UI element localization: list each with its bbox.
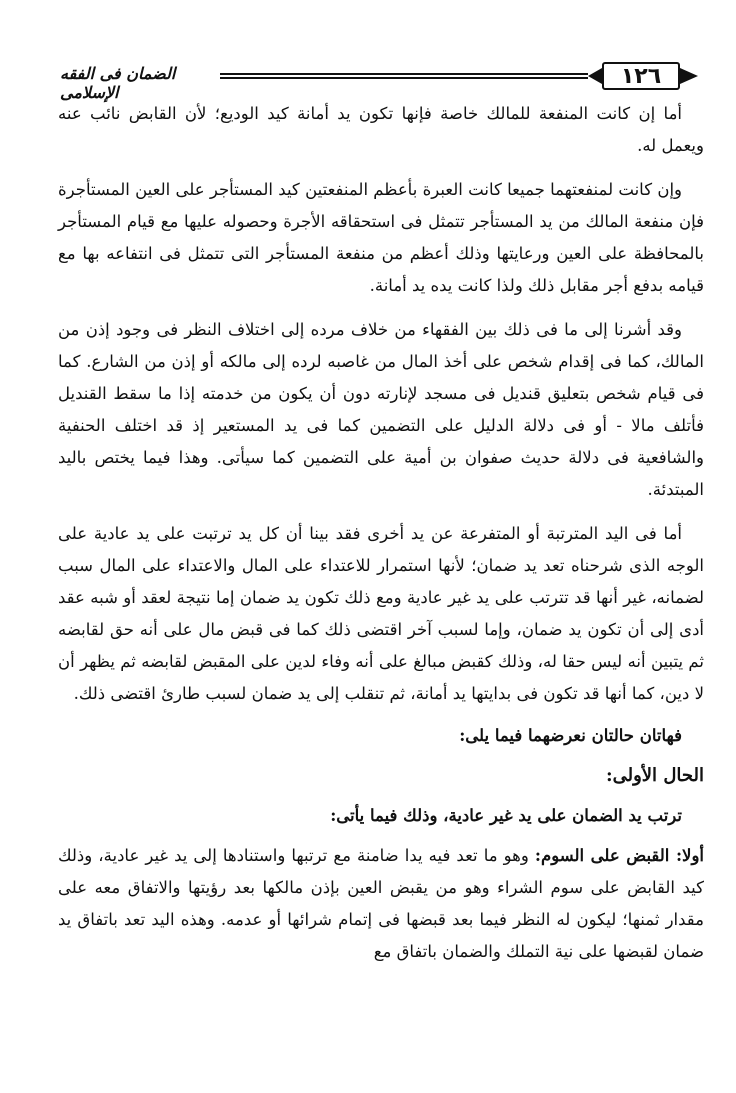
page-number: ١٢٦ [602, 62, 680, 90]
paragraph: وقد أشرنا إلى ما فى ذلك بين الفقهاء من خلاف مرده إلى اختلاف النظر فى وجود إذن من المالك، كما فى إقدام شخص على أخذ المال من غاصبه لرده إلى مالكه أو إذن من الشارع. كما فى قيام شخص بتعليق قنديل فى مسجد لإنارته دون أن يكون من خدمته إذا ما سقط القنديل فأتلف مالا - أو فى دلالة الدليل على التضمين كما فى يد المستعير إذ قد اختلف الحنفية والشافعية فى دلالة حديث صفوان بن أمية على التضمين كما سيأتى. وهذا فيما يختص باليد المبتدئة. [58, 320, 704, 499]
page-number-left-arrow-icon [588, 68, 602, 84]
page-body [58, 98, 704, 980]
item-text: وهو ما تعد فيه يدا ضامنة مع ترتبها واستنادها إلى يد غير عادية، وذلك كيد القابض على سوم الشراء وهو من يقبض العين بإذن مالكها بعد رؤيتها والاتفاق معه على مقدار ثمنها؛ ليكون له النظر فيما بعد قبضها فى إتمام شرائها أو عدمه. وهذه اليد تعد باتفاق يد ضمان لقبضها على نية التملك والضمان باتفاق مع [58, 846, 704, 961]
section-intro: ترتب يد الضمان على يد غير عادية، وذلك فيما يأتى: [330, 806, 682, 825]
page-header [60, 62, 700, 102]
paragraph: وإن كانت لمنفعتهما جميعا كانت العبرة بأعظم المنفعتين كيد المستأجر على العين المستأجرة فإن منفعة المالك من يد المستأجر تتمثل فى استحقاقه الأجرة وحصوله عليها مع قيام المستأجر بالمحافظة على العين ورعايتها وذلك أعظم من منفعة المستأجر التى تتمثل فى انتفاعه بها مع قيامه بدفع أجر مقابل ذلك ولذا كانت يده يد أمانة. [58, 180, 704, 295]
page-number-right-arrow-icon [680, 68, 698, 84]
section-heading: الحال الأولى: [605, 765, 704, 786]
paragraph: أما إن كانت المنفعة للمالك خاصة فإنها تكون يد أمانة كيد الوديع؛ لأن القابض نائب عنه ويعمل له. [58, 104, 704, 155]
header-rule [220, 73, 588, 79]
item-label: أولا: القبض على السوم: [534, 846, 704, 865]
list-item [58, 840, 704, 968]
intro-line: فهاتان حالتان نعرضهما فيما يلى: [459, 726, 682, 745]
paragraph: أما فى اليد المترتبة أو المتفرعة عن يد أخرى فقد بينا أن كل يد ترتبت على يد عادية على الوجه الذى شرحناه تعد يد ضمان؛ لأنها استمرار للاعتداء على المال والاعتداء على المال سبب لضمانه، غير أنها قد تترتب على يد غير عادية ومع ذلك تكون يد ضمان إما نتيجة لعقد أو شبه عقد أدى إلى أن تكون يد ضمان، وإما لسبب آخر اقتضى ذلك كما فى قبض مال على أنه حق لقابضه ثم يتبين أنه ليس حقا له، وذلك كقبض مبالغ على أنه وفاء لدين على المقبض لقابضه ثم يظهر أن لا دين، كما أنها قد تكون فى بدايتها يد أمانة، ثم تنقلب إلى يد ضمان لسبب طارئ اقتضى ذلك. [58, 524, 704, 703]
running-title: الضمان فى الفقه الإسلامى [60, 64, 176, 102]
